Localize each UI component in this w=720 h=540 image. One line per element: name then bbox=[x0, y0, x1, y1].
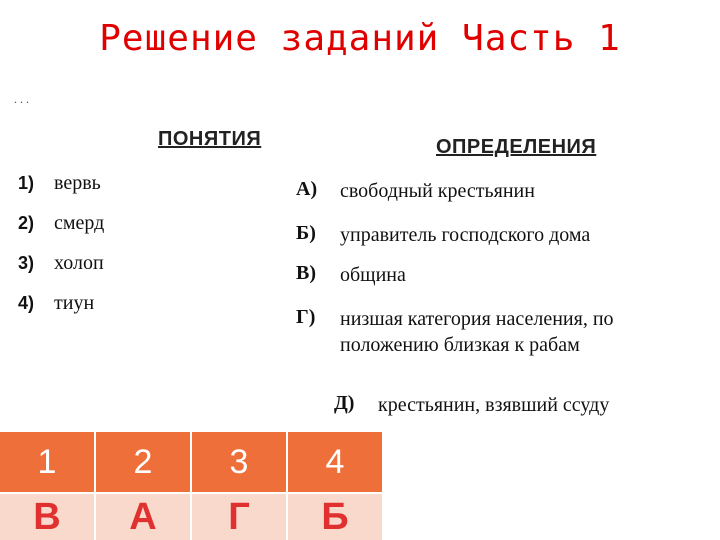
definition-key: Г) bbox=[296, 306, 316, 328]
answer-value-cell: А bbox=[96, 494, 190, 540]
definition-text: низшая категория населения, по положению близкая к рабам bbox=[340, 308, 614, 356]
concept-text: смерд bbox=[54, 212, 105, 234]
concept-item bbox=[18, 292, 94, 315]
concept-number: 4) bbox=[18, 293, 35, 313]
definition-key: А) bbox=[296, 178, 318, 200]
definition-key: Д) bbox=[334, 392, 355, 414]
definition-key: В) bbox=[296, 262, 316, 284]
concept-text: холоп bbox=[54, 252, 104, 274]
definition-item bbox=[296, 222, 698, 248]
definition-text: община bbox=[340, 264, 406, 286]
concept-item bbox=[18, 172, 101, 195]
definition-item bbox=[296, 262, 698, 288]
answer-value-cell: Г bbox=[192, 494, 286, 540]
answer-value-cell: В bbox=[0, 494, 94, 540]
concept-text: тиун bbox=[54, 292, 95, 314]
definition-key: Б) bbox=[296, 222, 316, 244]
page-title: Решение заданий Часть 1 bbox=[99, 18, 621, 59]
definition-item bbox=[296, 306, 698, 358]
concept-number: 3) bbox=[18, 253, 35, 273]
answer-header-cell: 1 bbox=[0, 432, 94, 492]
answer-header-cell: 4 bbox=[288, 432, 382, 492]
concept-text: вервь bbox=[54, 172, 101, 194]
definition-item bbox=[296, 178, 698, 204]
concepts-header: ПОНЯТИЯ bbox=[158, 128, 262, 150]
concept-number: 1) bbox=[18, 173, 35, 193]
concept-number: 2) bbox=[18, 213, 35, 233]
definition-item bbox=[334, 392, 678, 418]
concept-item bbox=[18, 252, 104, 275]
answer-header-cell: 2 bbox=[96, 432, 190, 492]
concept-item bbox=[18, 212, 104, 235]
definition-text: управитель господского дома bbox=[340, 224, 591, 246]
answer-value-cell: Б bbox=[288, 494, 382, 540]
definition-text: свободный крестьянин bbox=[340, 180, 535, 202]
definition-text: крестьянин, взявший ссуду bbox=[378, 394, 610, 416]
text-fragment: . . . bbox=[14, 92, 29, 106]
definitions-header: ОПРЕДЕЛЕНИЯ bbox=[436, 136, 597, 158]
answer-header-cell: 3 bbox=[192, 432, 286, 492]
answer-table bbox=[0, 432, 382, 540]
